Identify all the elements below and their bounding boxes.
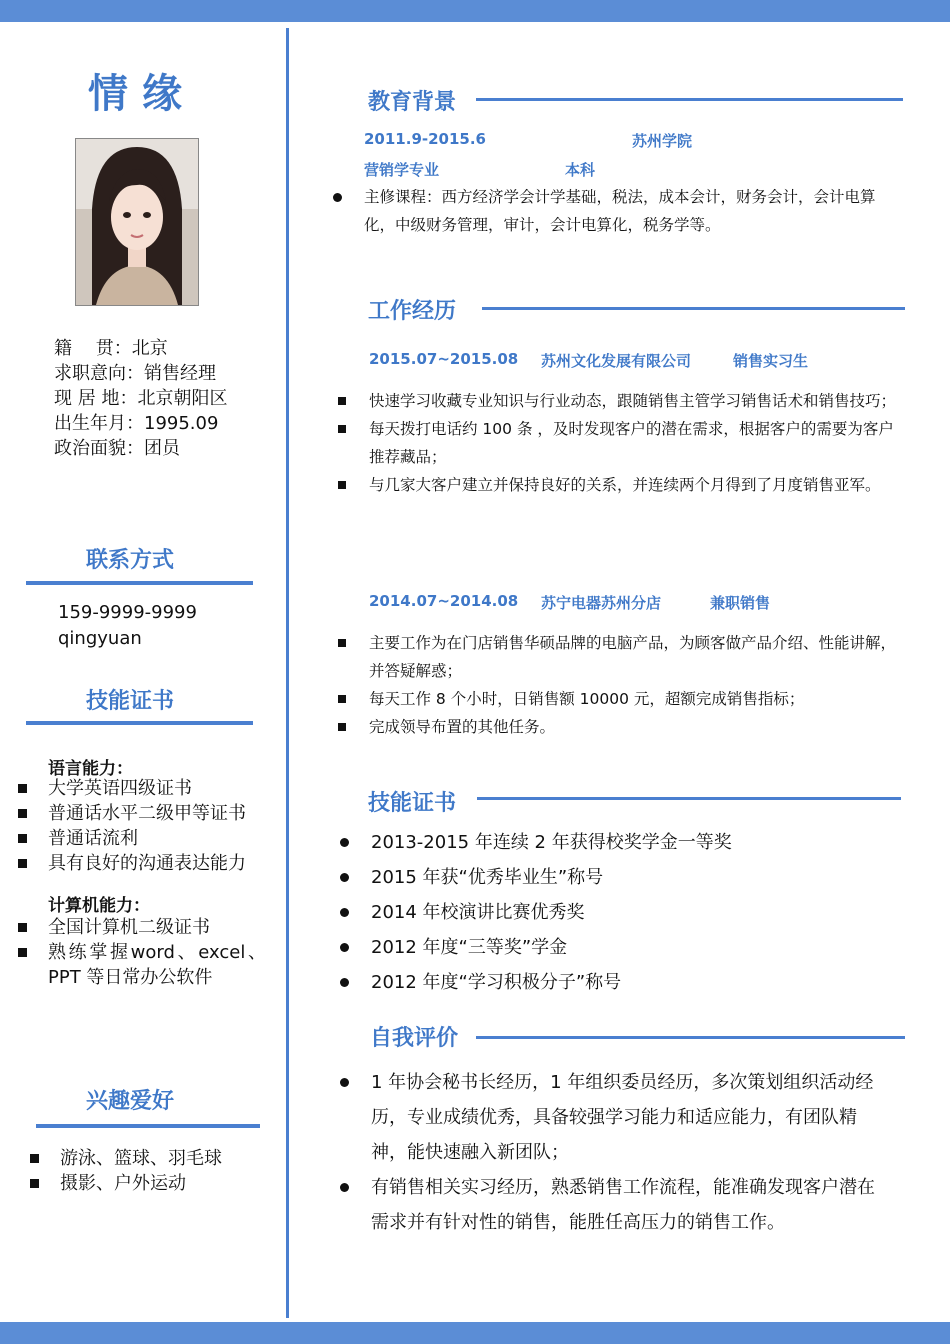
self-eval-list bbox=[338, 1065, 888, 1240]
list-item: 每天拨打电话约 100 条 ，及时发现客户的潜在需求，根据客户的需要为客户推荐藏品； bbox=[336, 415, 898, 471]
portrait-illustration bbox=[76, 139, 198, 305]
list-item: 2012 年度“三等奖”学金 bbox=[338, 930, 898, 965]
column-divider bbox=[286, 28, 289, 1318]
list-item: 1 年协会秘书长经历，1 年组织委员经历，多次策划组织活动经历，专业成绩优秀，具备较强学习能力和适应能力，有团队精神，能快速融入新团队； bbox=[338, 1065, 888, 1170]
list-item: 大学英语四级证书 bbox=[16, 776, 266, 801]
self-eval-heading: 自我评价 bbox=[370, 1026, 459, 1051]
education-school: 苏州学院 bbox=[632, 132, 693, 150]
list-item: 每天工作 8 个小时，日销售额 10000 元，超额完成销售指标； bbox=[336, 685, 898, 713]
profile-photo bbox=[75, 138, 199, 306]
job-1-company: 苏州文化发展有限公司 bbox=[541, 352, 692, 370]
contact-details bbox=[58, 600, 197, 652]
hobbies-heading: 兴趣爱好 bbox=[86, 1089, 175, 1114]
contact-id: qingyuan bbox=[58, 628, 142, 649]
list-item: 完成领导布置的其他任务。 bbox=[336, 713, 898, 741]
education-heading: 教育背景 bbox=[368, 90, 457, 115]
list-item: 主要工作为在门店销售华硕品牌的电脑产品，为顾客做产品介绍、性能讲解，并答疑解惑； bbox=[336, 629, 898, 685]
info-job-target: 求职意向：销售经理 bbox=[54, 363, 216, 384]
certificates-rule bbox=[477, 797, 901, 800]
candidate-name: 情缘 bbox=[88, 71, 196, 117]
education-courses-list bbox=[331, 183, 891, 239]
info-residence: 现 居 地：北京朝阳区 bbox=[54, 388, 228, 409]
list-item: 2015 年获“优秀毕业生”称号 bbox=[338, 860, 898, 895]
job-1-period: 2015.07~2015.08 bbox=[369, 350, 519, 368]
work-rule bbox=[482, 307, 905, 310]
education-degree: 本科 bbox=[565, 161, 596, 179]
certificates-heading: 技能证书 bbox=[368, 791, 457, 816]
info-political-status: 政治面貌：团员 bbox=[54, 438, 180, 459]
work-heading: 工作经历 bbox=[368, 299, 457, 324]
education-major: 营销学专业 bbox=[364, 161, 440, 179]
list-item: 熟练掌握word、excel、PPT 等日常办公软件 bbox=[16, 940, 266, 990]
job-2-duties bbox=[336, 629, 898, 741]
list-item: 有销售相关实习经历，熟悉销售工作流程，能准确发现客户潜在需求并有针对性的销售，能胜任高压力的销售工作。 bbox=[338, 1170, 888, 1240]
list-item: 全国计算机二级证书 bbox=[16, 915, 266, 940]
info-hometown: 籍 贯：北京 bbox=[54, 338, 168, 359]
list-item: 普通话水平二级甲等证书 bbox=[16, 801, 266, 826]
job-1-duties bbox=[336, 387, 898, 499]
computer-ability-list bbox=[16, 915, 266, 990]
bottom-accent-bar bbox=[0, 1322, 950, 1344]
contact-heading: 联系方式 bbox=[86, 548, 175, 573]
left-skills-rule bbox=[26, 721, 253, 725]
computer-ability-title: 计算机能力： bbox=[48, 896, 150, 916]
education-period: 2011.9-2015.6 bbox=[364, 130, 486, 148]
top-accent-bar bbox=[0, 0, 950, 22]
list-item: 2014 年校演讲比赛优秀奖 bbox=[338, 895, 898, 930]
list-item: 2012 年度“学习积极分子”称号 bbox=[338, 965, 898, 1000]
list-item: 与几家大客户建立并保持良好的关系，并连续两个月得到了月度销售亚军。 bbox=[336, 471, 898, 499]
contact-phone: 159-9999-9999 bbox=[58, 602, 197, 623]
hobbies-rule bbox=[36, 1124, 260, 1128]
list-item: 2013-2015 年连续 2 年获得校奖学金一等奖 bbox=[338, 825, 898, 860]
language-ability-list bbox=[16, 776, 266, 876]
left-skills-heading: 技能证书 bbox=[86, 689, 175, 714]
list-item: 普通话流利 bbox=[16, 826, 266, 851]
certificates-list bbox=[338, 825, 898, 1000]
list-item: 主修课程：西方经济学会计学基础，税法，成本会计，财务会计，会计电算化，中级财务管理，审计，会计电算化，税务学等。 bbox=[331, 183, 891, 239]
job-2-role: 兼职销售 bbox=[710, 594, 771, 612]
personal-info bbox=[54, 336, 227, 461]
job-1-role: 销售实习生 bbox=[733, 352, 809, 370]
list-item: 快速学习收藏专业知识与行业动态，跟随销售主管学习销售话术和销售技巧； bbox=[336, 387, 898, 415]
hobbies-list bbox=[28, 1146, 258, 1196]
self-eval-rule bbox=[476, 1036, 905, 1039]
list-item: 具有良好的沟通表达能力 bbox=[16, 851, 266, 876]
list-item: 摄影、户外运动 bbox=[28, 1171, 258, 1196]
education-rule bbox=[476, 98, 903, 101]
list-item: 游泳、篮球、羽毛球 bbox=[28, 1146, 258, 1171]
language-ability-title: 语言能力： bbox=[48, 759, 133, 779]
info-birth: 出生年月：1995.09 bbox=[54, 413, 219, 434]
job-2-period: 2014.07~2014.08 bbox=[369, 592, 519, 610]
job-2-company: 苏宁电器苏州分店 bbox=[541, 594, 662, 612]
contact-rule bbox=[26, 581, 253, 585]
